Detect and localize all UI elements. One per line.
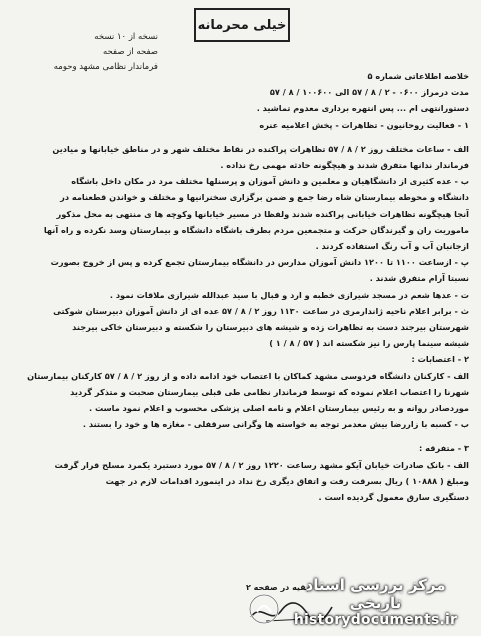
section-heading: ۳ - متفرقه : bbox=[419, 443, 469, 454]
report-line: ب - عده کثیری از دانشگاهیان و معلمین و دانش آموزان و پرسنلها مختلف مرد در مکان داخل باشگاه bbox=[71, 176, 469, 187]
report-line: ماموریت ران و گیرندگان حرکت و متجمعین مردم بطرف باشگاه دانشگاه و بیمارستان وسد نکرده و راه آنها bbox=[43, 224, 469, 235]
continued-note: بقیه در صفحه ۲ bbox=[246, 583, 309, 592]
report-line: دستگیری سارق معمول گردیده است . bbox=[318, 492, 469, 503]
report-line: الف - ساعات مختلف روز ۲ / ۸ / ۵۷ تظاهرات پراکنده در نقاط مختلف شهر و در مناطق خیابانها و میادین bbox=[52, 143, 469, 154]
report-line: ث - برابر اعلام ناحیه ژاندارمری در ساعت ۱۱۳۰ روز ۲ / ۸ / ۵۷ عده ای از دانش آموزان دبیرستان شوکتی bbox=[53, 305, 469, 316]
copy-number: نسخه از ۱۰ نسخه bbox=[94, 32, 158, 42]
archive-logo-icon bbox=[247, 592, 281, 626]
report-line: دستورانتهی ام ... پس انتهره برداری معدوم تماشید . bbox=[256, 103, 469, 114]
section-heading: ۲ - اعتصابات : bbox=[411, 354, 469, 365]
report-line: ت - عدها شعم در مسجد شیرازی خطبه و ارد و قبال با سید عبدالله شیرازی ملاقات نمود . bbox=[109, 289, 469, 300]
report-line: ب - کسبه با زاررضا بیش معدمر توجه به خواسته ها وگرانی سرقفلی - مغازه ها و خود را بستند . bbox=[82, 419, 469, 430]
watermark-persian: مرکز بررسی اسناد تاریخی bbox=[305, 576, 446, 612]
report-line: شهرستان بیرجند دست به تظاهرات زده و شیشه های دبیرستان را شکسته و دبیرستان خاکی بیرجند bbox=[72, 322, 469, 333]
report-line: ازجانبان آب و آب رنگ استفاده کردند . bbox=[315, 241, 469, 252]
classification-stamp: خیلی محرمانه bbox=[194, 8, 290, 42]
report-line: ۱ - فعالیت روحانیون - تظاهرات - پخش اعلامیه عنره bbox=[259, 119, 469, 130]
report-line: پ - ازساعت ۱۱۰۰ تا ۱۲۰۰ دانش آموزان مدارس در دانشگاه بیمارستان تجمع کرده و پس از خروج بصورت bbox=[50, 257, 469, 268]
report-line: ومبلغ ( ۱۰۸۸۸ ) ریال بسرقت رفت و اتفاق دیگری رخ نداد در اینمورد اقدامات لازم در جهت bbox=[105, 475, 469, 486]
archive-watermark bbox=[278, 576, 473, 628]
page-number: صفحه از صفحه bbox=[103, 47, 158, 57]
report-line: فرماندار ندانها متفرق شدند و هیچگونه حادثه مهمی رخ نداده . bbox=[220, 160, 469, 171]
report-line: الف - بانک صادرات خیابان آیکو مشهد رساعت ۱۲۲۰ روز ۲ / ۸ / ۵۷ مورد دستبرد یکمرد مسلح قرار گرفت bbox=[54, 459, 469, 470]
report-line: موردصادر روانه و به رئیس بیمارستان اعلام و نامه اصلی پزشکی محسوب و اعلام نمود ماست . bbox=[89, 403, 469, 414]
report-line: شهرنا را اعتصاب اعلام نموده که توسط فرماندار نظامی طی قبلی بیمارستان صحبت و متذکر گردید bbox=[70, 386, 469, 397]
report-line: شیشه سینما پارس را نیز شکسته اند ( ۵۷ / ۸ / ۱ ) bbox=[269, 338, 469, 349]
report-line: نسبتا آرام متفرق شدند . bbox=[369, 273, 469, 284]
issuing-office: فرماندار نظامی مشهد وحومه bbox=[53, 62, 158, 72]
report-line: دانشگاه و محوطه بیمارستان شاه رضا جمع و ضمن برگزاری سخنرانیها و مختلف و خواندن قطعنامه در bbox=[60, 192, 469, 203]
report-line: مدت درمراز ۰۶۰۰ - ۲ / ۸ / ۵۷ الی ۱۰۰۶۰۰ / ۸ / ۵۷ bbox=[269, 87, 469, 98]
watermark-url: historydocuments.ir bbox=[293, 612, 458, 628]
report-line: خلاصه اطلاعاتی شماره ۵ bbox=[367, 71, 469, 81]
report-line: آنجا هیچگونه تظاهرات خیابانی پراکنده شدند ولفظا در مسیر خیابانها وکوچه ها ی منتهی به محل مذکور bbox=[56, 208, 469, 219]
report-line: الف - کارکنان دانشگاه فردوسی مشهد کماکان با اعتصاب خود ادامه داده و از روز ۲ / ۸ / ۵۷ کارکنان بیمارستان bbox=[27, 370, 469, 381]
report-body bbox=[14, 68, 469, 505]
